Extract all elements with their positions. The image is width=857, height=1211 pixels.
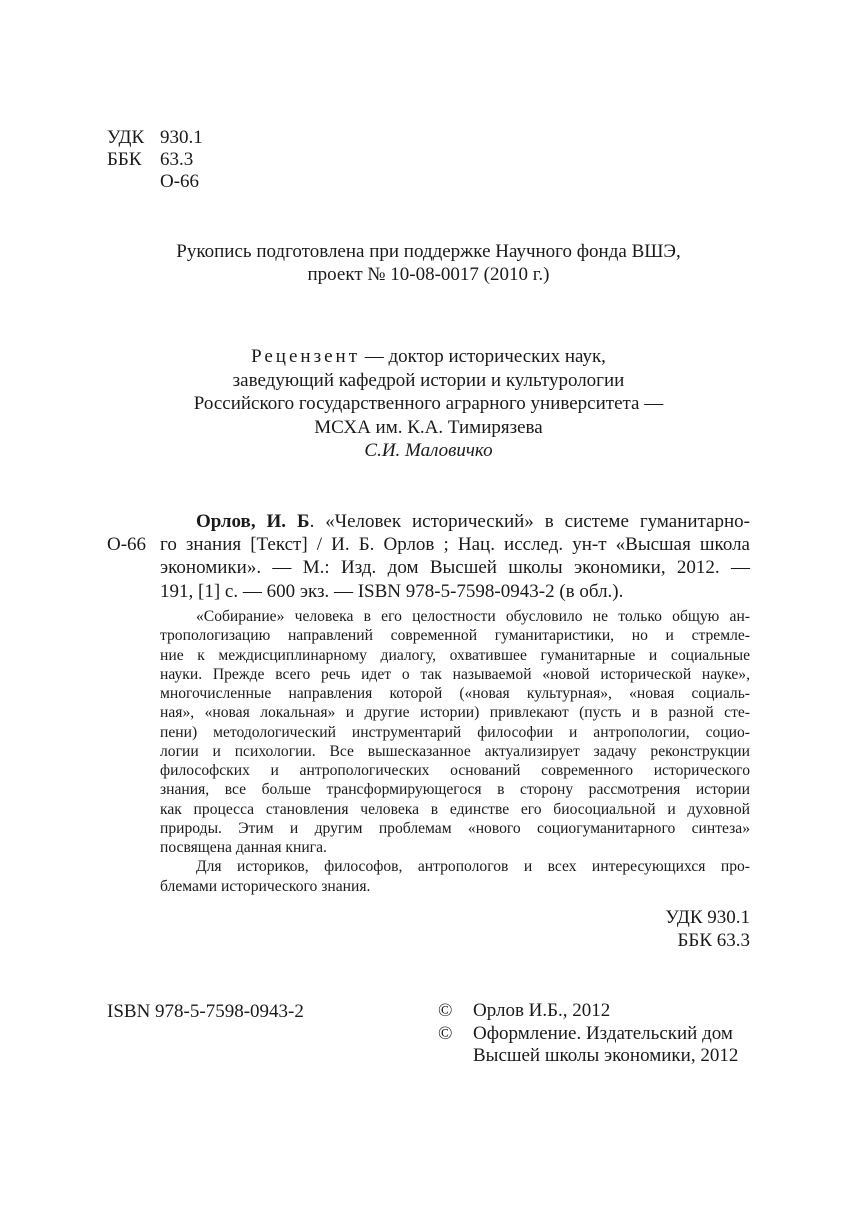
annotation-line: Для историков, философов, антропологов и всех интересующихся про- [196, 858, 750, 876]
reviewer-title: — доктор исторических наук, [360, 346, 606, 367]
annotation-line: логии и психологии. Все вышесказанное актуализирует задачу реконструкции [160, 742, 750, 760]
bottom-udk: УДК 930.1 [665, 907, 750, 928]
annotation-line: пени) методологический инструментарий философии и антропологии, социо- [160, 723, 750, 741]
support-note [0, 240, 857, 286]
catalog-author: Орлов, И. Б [196, 511, 310, 532]
catalog-line-2: го знания [Текст] / И. Б. Орлов ; Нац. исслед. ун-т «Высшая школа [160, 534, 750, 556]
bbk-label: ББК [107, 149, 142, 170]
bottom-bbk: ББК 63.3 [677, 930, 750, 951]
copyright-author [438, 1000, 738, 1023]
author-mark: О-66 [160, 171, 200, 192]
annotation-line: философских и антропологических оснований современного исторического [160, 762, 750, 779]
udk-label: УДК [107, 127, 145, 148]
bbk-value: 63.3 [160, 149, 194, 170]
copyright-icon: © [438, 1022, 453, 1044]
catalog-line-4: 191, [1] с. — 600 экз. — ISBN 978-5-7598-0943-2 (в обл.). [160, 580, 624, 602]
support-note-line-1: Рукопись подготовлена при поддержке Научного фонда ВШЭ, [176, 241, 681, 262]
reviewer-line-1 [0, 345, 857, 369]
reviewer-line-4: МСХА им. К.А. Тимирязева [314, 416, 543, 438]
catalog-code: О-66 [107, 534, 147, 555]
reviewer-line-2: заведующий кафедрой истории и культурологии [232, 369, 625, 391]
udk-row [107, 127, 203, 149]
copyright-publisher-text: Высшей школы экономики, 2012 [473, 1045, 739, 1066]
author-mark-row [107, 171, 203, 193]
copyright-design [438, 1023, 738, 1046]
annotation-line: природы. Этим и другим проблемам «нового социогуманитарного синтеза» [160, 819, 750, 837]
isbn: ISBN 978-5-7598-0943-2 [107, 1001, 304, 1022]
udk-value: 930.1 [160, 127, 203, 148]
annotation-line: «Собирание» человека в его целостности обусловило не только общую ан- [196, 608, 750, 625]
reviewer-name: С.И. Маловичко [364, 440, 493, 462]
annotation-line: как процесса становления человека в единстве его биосоциальной и духовной [160, 800, 750, 818]
catalog-title: . «Человек исторический» в системе гуманитарно- [309, 511, 750, 532]
annotation-line: ная», «новая локальная» и другие истории) привлекают (пусть и в разной сте- [160, 704, 750, 722]
catalog-card [160, 510, 750, 603]
annotation-line: знания, все больше трансформирующегося в сторону рассмотрения истории [160, 781, 750, 799]
classification-codes [107, 127, 203, 193]
support-note-line-2: проект № 10-08-0017 (2010 г.) [307, 264, 550, 285]
annotation-line: ние к междисциплинарному диалогу, охватившее гуманитарные и социальные [160, 646, 750, 664]
reviewer-block [0, 345, 857, 463]
annotation [160, 607, 750, 896]
copyright-design-text: Оформление. Издательский дом [473, 1022, 733, 1044]
copyright-author-text: Орлов И.Б., 2012 [473, 1000, 611, 1021]
bbk-row [107, 149, 203, 171]
annotation-line: многочисленные направления которой («новая культурная», «новая социаль- [160, 685, 750, 702]
annotation-line: науки. Прежде всего речь идет о так называемой «новой исторической науке», [160, 665, 750, 683]
copyright-block [438, 1000, 738, 1068]
catalog-line-3: экономики». — М.: Изд. дом Высшей школы экономики, 2012. — [160, 557, 750, 579]
reviewer-label: Рецензент [251, 346, 360, 367]
annotation-line: тропологизацию направлений современной гуманитаристики, но и стремле- [160, 627, 750, 645]
catalog-line-1 [160, 510, 750, 533]
copyright-icon: © [438, 1000, 453, 1021]
copyright-publisher [438, 1045, 738, 1068]
annotation-line: посвящена данная книга. [160, 839, 327, 856]
reviewer-line-3: Российского государственного аграрного университета — [193, 393, 664, 415]
annotation-line: блемами исторического знания. [160, 877, 371, 895]
bottom-codes [560, 906, 750, 952]
